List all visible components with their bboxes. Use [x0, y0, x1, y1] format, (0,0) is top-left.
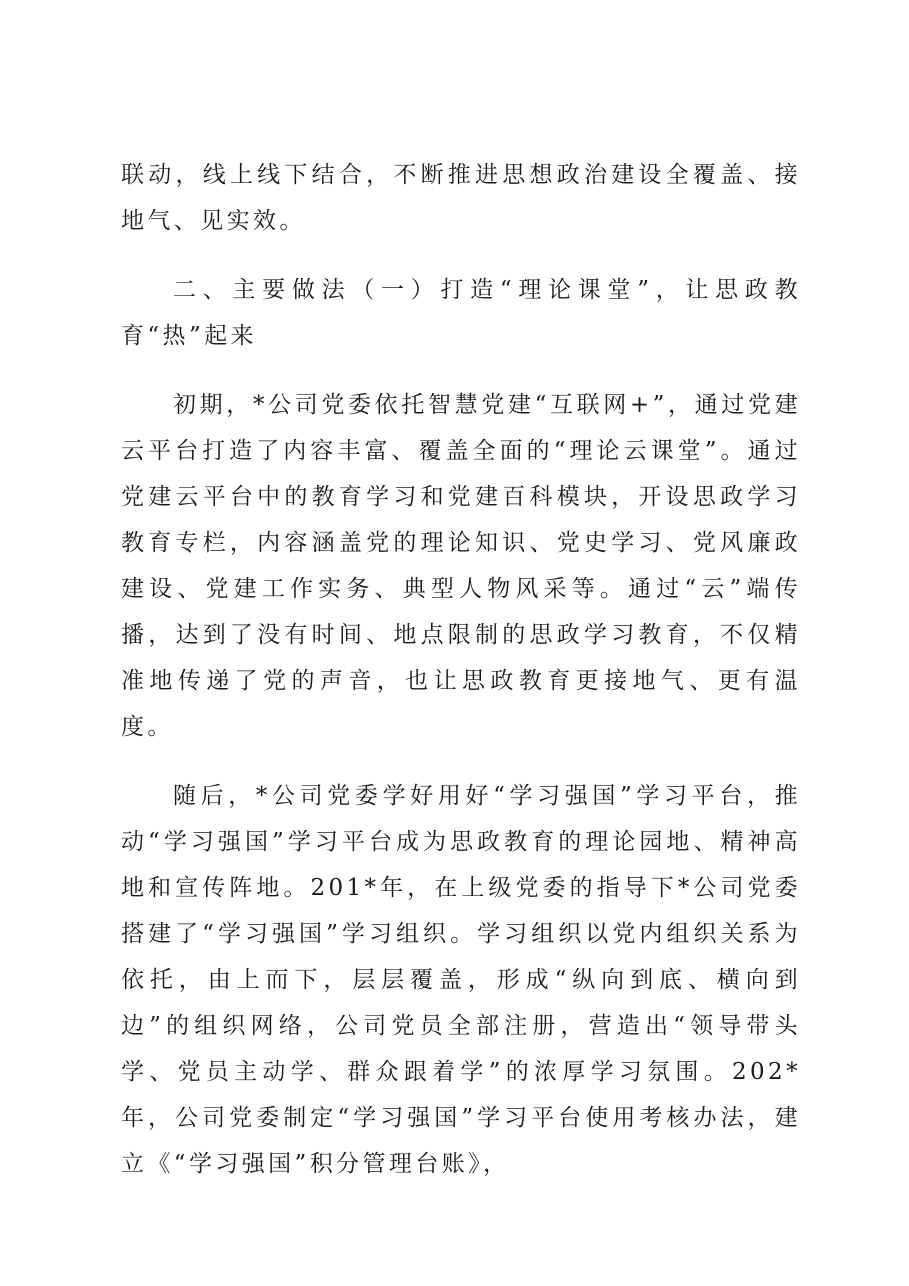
- document-body: [121, 152, 801, 1210]
- section-heading: 二、主要做法（一）打造“理论课堂”，让思政教育“热”起来: [121, 277, 801, 349]
- paragraph-xuexi-qiangguo: 随后，*公司党委学好用好“学习强国”学习平台，推动“学习强国”学习平台成为思政教育的理论园地、精神高地和宣传阵地。201*年，在上级党委的指导下*公司党委搭建了“学习强国”学习组织。学习组织以党内组织关系为依托，由上而下，层层覆盖，形成“纵向到底、横向到边”的组织网络，公司党员全部注册，营造出“领导带头学、党员主动学、群众跟着学”的浓厚学习氛围。202*年，公司党委制定“学习强国”学习平台使用考核办法，建立《“学习强国”积分管理台账》，: [121, 783, 801, 1177]
- paragraph-theory-cloud-classroom: 初期，*公司党委依托智慧党建“互联网+”，通过党建云平台打造了内容丰富、覆盖全面的“理论云课堂”。通过党建云平台中的教育学习和党建百科模块，开设思政学习教育专栏，内容涵盖党的理论知识、党史学习、党风廉政建设、党建工作实务、典型人物风采等。通过“云”端传播，达到了没有时间、地点限制的思政学习教育，不仅精准地传递了党的声音，也让思政教育更接地气、更有温度。: [121, 392, 801, 740]
- paragraph-continuation: 联动，线上线下结合，不断推进思想政治建设全覆盖、接地气、见实效。: [121, 162, 801, 234]
